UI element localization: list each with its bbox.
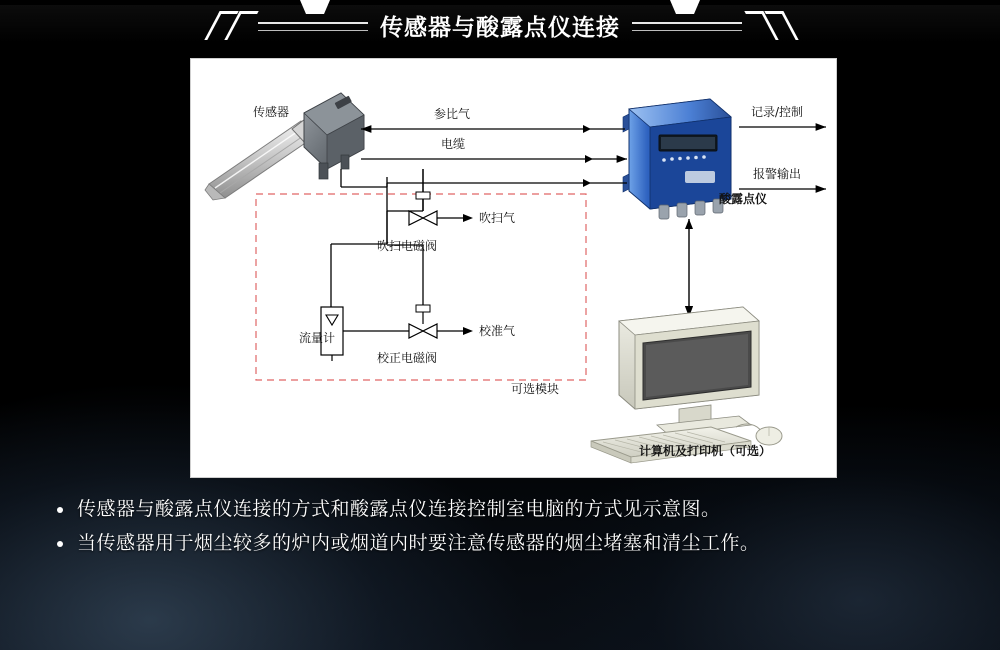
- purge-gas-arrow: [463, 214, 473, 222]
- header-banner: [0, 0, 1000, 48]
- diagram-panel: [190, 58, 837, 478]
- label-dewpoint-meter: 酸露点仪: [719, 192, 768, 206]
- label-record-control: 记录/控制: [751, 105, 804, 119]
- label-purge-gas: 吹扫气: [479, 211, 516, 225]
- list-item: 传感器与酸露点仪连接的方式和酸露点仪连接控制室电脑的方式见示意图。: [55, 492, 955, 526]
- bullet-list: [55, 492, 955, 560]
- label-reference-gas: 参比气: [434, 107, 471, 121]
- calibration-solenoid-valve-graphic: [409, 305, 437, 338]
- label-sensor: 传感器: [253, 105, 290, 119]
- label-flow-meter: 流量计: [299, 331, 336, 345]
- label-purge-solenoid-valve: 吹扫电磁阀: [377, 239, 438, 253]
- page-title: 传感器与酸露点仪连接: [380, 15, 620, 41]
- purge-solenoid-valve-graphic: [409, 192, 437, 225]
- list-item: 当传感器用于烟尘较多的炉内或烟道内时要注意传感器的烟尘堵塞和清尘工作。: [55, 526, 955, 560]
- label-calibration-gas: 校准气: [479, 324, 516, 338]
- label-optional-module: 可选模块: [511, 382, 560, 396]
- label-alarm-output: 报警输出: [753, 167, 802, 181]
- label-computer-printer: 计算机及打印机（可选）: [639, 444, 772, 458]
- label-cable: 电缆: [441, 137, 466, 151]
- connection-diagram: [191, 59, 836, 477]
- computer-graphic: [591, 307, 782, 463]
- calibration-gas-arrow: [463, 327, 473, 335]
- label-calibration-solenoid-valve: 校正电磁阀: [377, 351, 438, 365]
- dewpoint-analyzer-graphic: [623, 99, 731, 219]
